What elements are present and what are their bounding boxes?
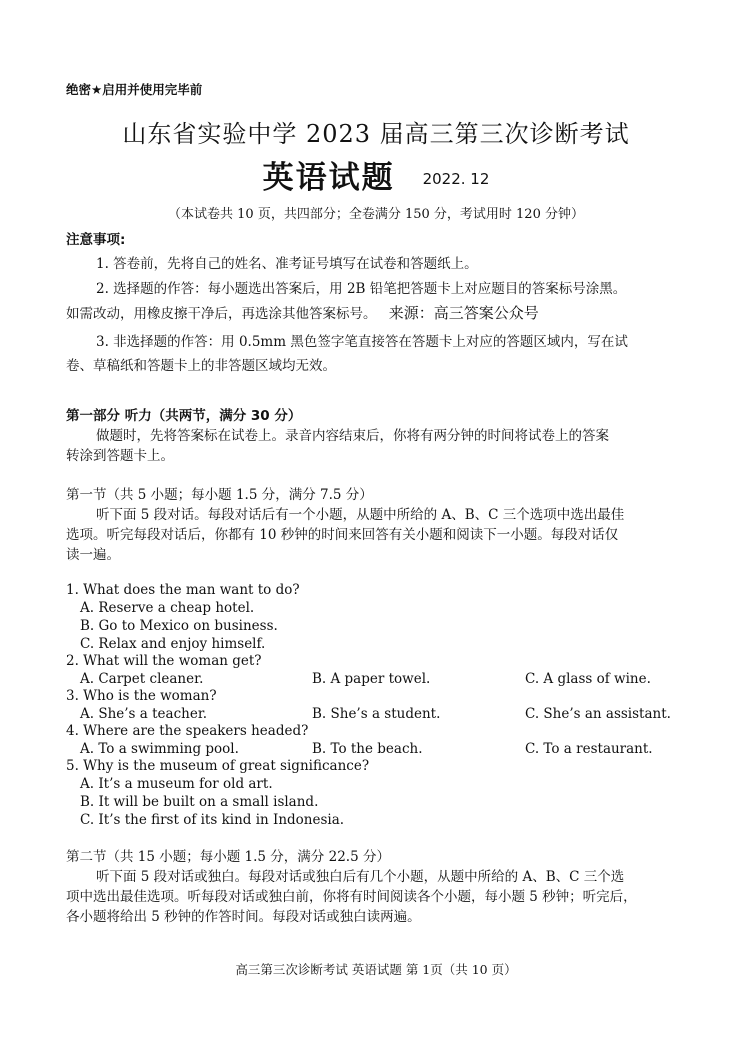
- part1-desc-line2: 转涂到答题卡上。: [66, 448, 174, 464]
- question-2-stem: 2. What will the woman get?: [66, 653, 262, 669]
- exam-note: （本试卷共 10 页，共四部分；全卷满分 150 分，考试用时 120 分钟）: [168, 207, 584, 222]
- question-5-option-b: B. It will be built on a small island.: [80, 794, 319, 810]
- question-1-option-a: A. Reserve a cheap hotel.: [80, 600, 255, 616]
- page-footer: 高三第三次诊断考试 英语试题 第 1页（共 10 页）: [235, 962, 517, 977]
- instruction-2-text: 如需改动，用橡皮擦干净后，再选涂其他答案标号。: [66, 306, 377, 322]
- section1-desc-line3: 读一遍。: [66, 547, 120, 563]
- question-3-stem: 3. Who is the woman?: [66, 688, 217, 704]
- question-2-option-b: B. A paper towel.: [312, 671, 431, 687]
- subtitle-row: [0, 152, 752, 197]
- section1-desc-line1: 听下面 5 段对话。每段对话后有一个小题，从题中所给的 A、B、C 三个选项中选出最佳: [96, 507, 625, 523]
- section1-desc-line2: 选项。听完每段对话后，你都有 10 秒钟的时间来回答有关小题和阅读下一小题。每段对话仅: [66, 527, 619, 543]
- exam-title: 山东省实验中学 2023 届高三第三次诊断考试: [122, 120, 630, 148]
- part1-desc-line1: 做题时，先将答案标在试卷上。录音内容结束后，你将有两分钟的时间将试卷上的答案: [96, 428, 609, 444]
- part1-heading: 第一部分 听力（共两节，满分 30 分）: [66, 408, 302, 424]
- instruction-3-line2: 卷、草稿纸和答题卡上的非答题区域均无效。: [66, 358, 336, 374]
- question-4-option-c: C. To a restaurant.: [525, 741, 653, 757]
- section2-desc-line2: 项中选出最佳选项。听每段对话或独白前，你将有时间阅读各个小题，每小题 5 秒钟；听完后，: [66, 889, 637, 905]
- section1-heading: 第一节（共 5 小题；每小题 1.5 分，满分 7.5 分）: [66, 487, 373, 503]
- section2-heading: 第二节（共 15 小题；每小题 1.5 分，满分 22.5 分）: [66, 849, 390, 865]
- question-5-stem: 5. Why is the museum of great significance?: [66, 758, 370, 774]
- instruction-1: 1. 答卷前，先将自己的姓名、准考证号填写在试卷和答题纸上。: [96, 256, 478, 272]
- question-4-option-a: A. To a swimming pool.: [80, 741, 239, 757]
- question-1-option-c: C. Relax and enjoy himself.: [80, 636, 266, 652]
- question-4-stem: 4. Where are the speakers headed?: [66, 723, 309, 739]
- source-watermark: 来源：高三答案公众号: [388, 304, 539, 322]
- section2-desc-line3: 各小题将给出 5 秒钟的作答时间。每段对话或独白读两遍。: [66, 909, 421, 925]
- confidential-label: 绝密★启用并使用完毕前: [66, 82, 203, 97]
- question-3-option-c: C. She’s an assistant.: [525, 706, 671, 722]
- instruction-2-line1: 2. 选择题的作答：每小题选出答案后，用 2B 铅笔把答题卡上对应题目的答案标号涂黑。: [96, 281, 627, 297]
- question-5-option-c: C. It’s the first of its kind in Indonesia.: [80, 812, 345, 828]
- exam-date: 2022. 12: [422, 170, 490, 188]
- instruction-2-line2: [66, 304, 539, 323]
- question-2-option-c: C. A glass of wine.: [525, 671, 651, 687]
- question-4-option-b: B. To the beach.: [312, 741, 423, 757]
- question-2-option-a: A. Carpet cleaner.: [80, 671, 204, 687]
- question-1-option-b: B. Go to Mexico on business.: [80, 618, 278, 634]
- section2-desc-line1: 听下面 5 段对话或独白。每段对话或独白后有几个小题，从题中所给的 A、B、C 三个选: [96, 869, 625, 885]
- instructions-heading: 注意事项:: [66, 232, 126, 248]
- question-3-option-a: A. She’s a teacher.: [80, 706, 208, 722]
- question-5-option-a: A. It’s a museum for old art.: [80, 776, 273, 792]
- subject-title: 英语试题: [262, 160, 395, 196]
- question-1-stem: 1. What does the man want to do?: [66, 582, 300, 598]
- question-3-option-b: B. She’s a student.: [312, 706, 441, 722]
- instruction-3-line1: 3. 非选择题的作答：用 0.5mm 黑色签字笔直接答在答题卡上对应的答题区域内，写在试: [96, 334, 628, 350]
